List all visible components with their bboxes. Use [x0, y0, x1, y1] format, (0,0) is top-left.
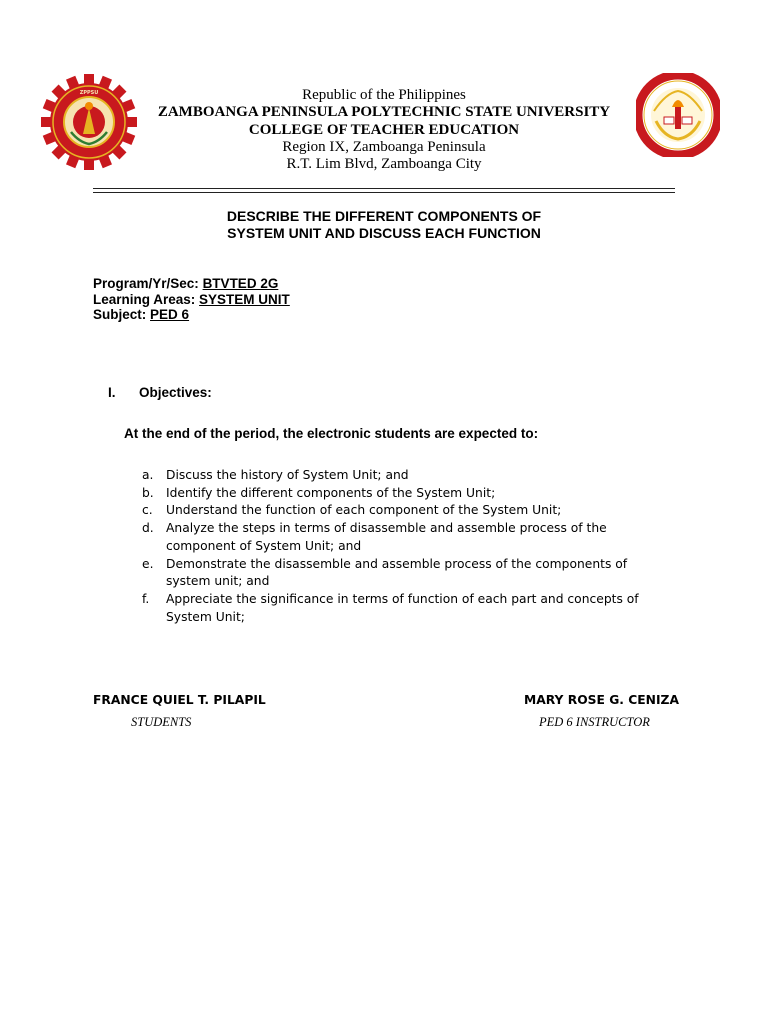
list-item	[140, 520, 660, 555]
header-divider-thin	[93, 192, 675, 193]
svg-text:ZPPSU: ZPPSU	[79, 90, 99, 96]
list-item-text: Discuss the history of System Unit; and	[166, 468, 409, 482]
university-seal-logo	[41, 74, 137, 170]
program-label: Program/Yr/Sec:	[93, 276, 199, 291]
section-title: Objectives:	[139, 385, 212, 400]
program-row	[93, 276, 290, 292]
list-marker: f.	[142, 591, 150, 606]
list-item-text: Analyze the steps in terms of disassemble and assemble process of the component of System Unit; and	[166, 521, 607, 553]
title-line-2: SYSTEM UNIT AND DISCUSS EACH FUNCTION	[227, 225, 541, 241]
list-item-text: Demonstrate the disassemble and assemble process of the components of system unit; and	[166, 556, 628, 589]
header-region: Region IX, Zamboanga Peninsula	[282, 138, 486, 155]
header-address: R.T. Lim Blvd, Zamboanga City	[286, 156, 482, 173]
document-header	[140, 87, 628, 173]
header-republic: Republic of the Philippines	[302, 87, 466, 103]
list-item	[140, 556, 660, 591]
learning-area-label: Learning Areas:	[93, 291, 196, 307]
instructor-role: PED 6 INSTRUCTOR	[539, 715, 650, 729]
subject-row	[93, 307, 290, 323]
instructor-signature	[524, 693, 679, 730]
list-marker: c.	[142, 503, 153, 518]
header-university: ZAMBOANGA PENINSULA POLYTECHNIC STATE UNIVERSITY	[157, 104, 611, 121]
learning-area-row	[93, 292, 290, 308]
objectives-intro: At the end of the period, the electronic students are expected to:	[124, 426, 539, 441]
objectives-heading	[108, 385, 212, 400]
list-item-text: Identify the different components of the System Unit;	[166, 485, 496, 500]
list-marker: a.	[142, 468, 154, 482]
header-divider-thick	[93, 188, 675, 189]
objectives-list	[140, 467, 660, 626]
section-number: I.	[108, 385, 116, 400]
college-seal-logo	[636, 73, 720, 157]
list-item	[140, 591, 660, 626]
list-item-text: Understand the function of each component of the System Unit;	[166, 503, 562, 518]
list-item	[140, 467, 660, 485]
college-seal-icon	[636, 73, 720, 157]
list-item-text: Appreciate the significance in terms of function of each part and concepts of System Unit;	[166, 591, 639, 624]
course-info	[93, 276, 290, 323]
student-name: FRANCE QUIEL T. PILAPIL	[93, 693, 266, 707]
program-value: BTVTED 2G	[202, 276, 279, 291]
subject-label: Subject:	[93, 307, 147, 322]
header-college: COLLEGE OF TEACHER EDUCATION	[248, 121, 520, 138]
list-item	[140, 502, 660, 520]
student-role: STUDENTS	[131, 715, 192, 729]
instructor-name: MARY ROSE G. CENIZA	[524, 693, 679, 707]
list-marker: b.	[142, 485, 154, 500]
learning-area-value: SYSTEM UNIT	[199, 291, 290, 307]
subject-value: PED 6	[150, 307, 190, 322]
list-marker: d.	[142, 521, 154, 536]
student-signature	[93, 693, 266, 730]
list-item	[140, 485, 660, 503]
list-marker: e.	[142, 556, 154, 571]
title-line-1: DESCRIBE THE DIFFERENT COMPONENTS OF	[226, 208, 542, 224]
gear-seal-icon	[41, 74, 137, 170]
document-title	[93, 208, 675, 242]
